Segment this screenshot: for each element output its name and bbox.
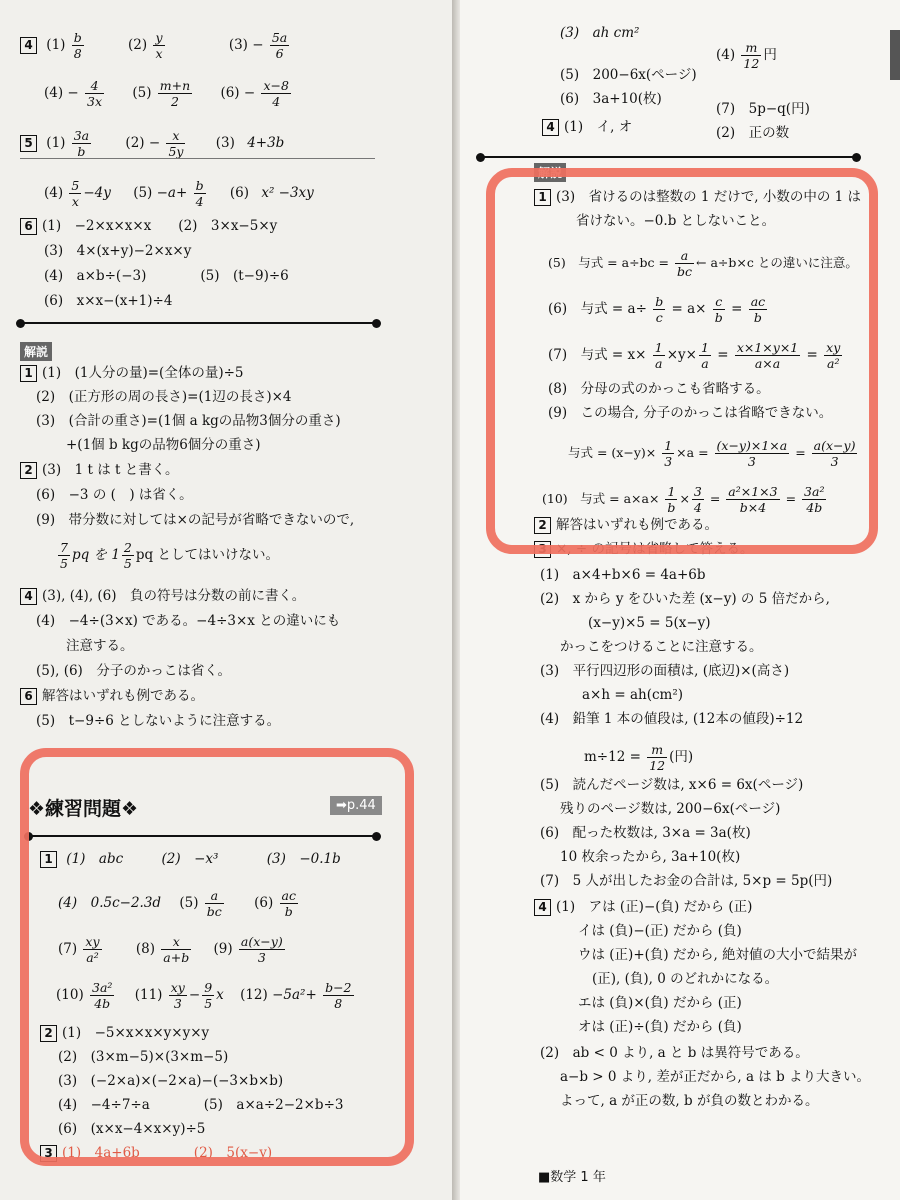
- k4-line4: (5), (6) 分子のかっこは省く。: [36, 663, 232, 679]
- rk4-d1: 4 (1) アは (正)−(負) だから (正): [534, 898, 752, 916]
- k6-line2: (5) t−9÷6 としないように注意する。: [36, 713, 281, 729]
- practice-q2-line1: 2 (1) −5×x×x×y×y×y: [40, 1024, 209, 1042]
- rk3-c2: (2) x から y をひいた差 (x−y) の 5 倍だから,: [540, 591, 830, 607]
- practice-q1-row4: (10) $\frac{\text{3a²}}{4b}$ (11) $\frac{xy}{3}$ − $\frac{9}{5}$ x (12) −5a²+ $\frac{b-2}{8}$: [56, 980, 352, 1011]
- page-footer: ■数学 1 年: [538, 1170, 606, 1185]
- rk2-b1: 2 解答はいずれも例である。: [534, 516, 718, 534]
- rt-line2: (5) 200−6x(ページ): [560, 67, 697, 83]
- rk4-d8: a−b > 0 より, 差が正だから, a は b より大きい。: [560, 1069, 871, 1085]
- q6-line1: 6 (1) −2×x×x×x (2) 3×x−5×y: [20, 217, 277, 235]
- practice-title: ❖練習問題❖: [28, 798, 139, 820]
- rule-dot-right: [852, 153, 861, 162]
- q6-line4: (4) a×b÷(−3) (5) (t−9)÷6: [44, 268, 289, 284]
- kaisetsu-label: 解説: [534, 163, 566, 182]
- highlight-box-practice: [20, 748, 414, 1166]
- practice-q2-line4: (4) −4÷7÷a (5) a×a÷2−2×b÷3: [58, 1097, 344, 1113]
- rk4-d2: イは (負)−(正) だから (負): [578, 923, 742, 939]
- rt-line1: (3) ah cm²: [560, 25, 640, 41]
- rk1-a2: 省けない。−0.b としないこと。: [576, 213, 776, 229]
- rk4-d4: (正), (負), 0 のどれかになる。: [592, 971, 779, 987]
- practice-q3-line1: 3 (1) 4a+6b (2) 5(x−y): [40, 1144, 272, 1162]
- rk1-a9: (10) 与式 = a×a× $\frac{1}{b}$ × $\frac{3}{4}$ = $\frac{\text{a²×1×3}}{b\times 4}$ = $\frac{\text{3a²}}{4b}$: [542, 484, 825, 515]
- rk3-c11: (6) 配った枚数は, 3×a = 3a(枚): [540, 825, 751, 841]
- practice-q1-row3: (7) $\frac{xy}{\text{a²}}$ (8) $\frac{x}{a+b}$ (9) $\frac{a(x-y)}{3}$: [58, 934, 283, 965]
- k4-line3: 注意する。: [66, 638, 134, 654]
- k6-line1: 6 解答はいずれも例である。: [20, 687, 204, 705]
- q5-row1: 5 (1) $\frac{3a}{b}$ (2) − $\frac{x}{5y}$ (3) 4+3b: [20, 128, 284, 159]
- rk4-d6: オは (正)÷(負) だから (負): [578, 1019, 742, 1035]
- rk1-a3: (5) 与式 = a÷bc = $\frac{a}{bc}$ ← a÷b×c との違いに注意。: [548, 248, 858, 279]
- rk1-a1: 1 (3) 省けるのは整数の 1 だけで, 小数の中の 1 は: [534, 188, 861, 206]
- k1-line2: (2) (正方形の周の長さ)=(1辺の長さ)×4: [36, 389, 292, 405]
- rt-line1b: (4) $\frac{m}{12}$ 円: [716, 40, 777, 71]
- rk4-d3: ウは (正)+(負) だから, 絶対値の大小で結果が: [578, 947, 858, 963]
- page-reference: ➡p.44: [330, 796, 382, 815]
- rule-dot-right: [372, 319, 381, 328]
- book-gutter: [452, 0, 460, 1200]
- q4-row1: 4 (1) $\frac{b}{8}$ (2) $\frac{y}{x}$ (3) − $\frac{5a}{6}$: [20, 30, 291, 61]
- rk3-c8: m÷12 = $\frac{m}{12}$ (円): [584, 742, 694, 773]
- practice-q2-line6: (6) (x×x−4×x×y)÷5: [58, 1121, 206, 1137]
- highlight-box-kaisetsu: [486, 168, 878, 554]
- rt-line3: (6) 3a+10(枚): [560, 91, 662, 107]
- practice-q2-line2: (2) (3×m−5)×(3×m−5): [58, 1049, 229, 1065]
- rk3-c0: 3 ×, ÷ の記号は省略して答える。: [534, 540, 754, 558]
- rk4-d5: エは (負)×(負) だから (正): [578, 995, 742, 1011]
- k2-mixed-fraction: $\frac{7}{5}$ pq を 1 $\frac{2}{5}$ pq としてはいけない。: [60, 540, 279, 571]
- rk3-c3: (x−y)×5 = 5(x−y): [588, 615, 711, 631]
- rk1-a5: (7) 与式 = x× $\frac{1}{a}$ ×y× $\frac{1}{a}$ = $\frac{x\times 1\times y\times 1}{a\times a}$ = $\frac{xy}{\text{a²}}$: [548, 340, 841, 371]
- rk3-c7: (4) 鉛筆 1 本の値段は, (12本の値段)÷12: [540, 711, 804, 727]
- rt-line3b: (7) 5p−q(円): [716, 101, 810, 117]
- k2-line1: 2 (3) 1 t は t と書く。: [20, 461, 178, 479]
- section-rule: [480, 156, 856, 158]
- divider: [20, 158, 375, 159]
- practice-q1-row1: 1 (1) abc (2) −x³ (3) −0.1b: [40, 850, 341, 868]
- practice-q2-line3: (3) (−2×a)×(−2×a)−(−3×b×b): [58, 1073, 284, 1089]
- rk1-a6: (8) 分母の式のかっこも省略する。: [548, 381, 770, 397]
- k1-line1: 1 (1) (1人分の量)=(全体の量)÷5: [20, 364, 244, 382]
- q4-row2: (4) − $\frac{4}{3x}$ (5) $\frac{m+n}{2}$ (6) − $\frac{x-8}{4}$: [44, 78, 289, 109]
- rk4-d9: よって, a が正の数, b が負の数とわかる。: [560, 1093, 819, 1109]
- rt-line4b: (2) 正の数: [716, 125, 790, 141]
- q6-line3: (3) 4×(x+y)−2×x×y: [44, 243, 192, 259]
- rk3-c5: (3) 平行四辺形の面積は, (底辺)×(高さ): [540, 663, 790, 679]
- k4-line2: (4) −4÷(3×x) である。−4÷3×x との違いにも: [36, 613, 341, 629]
- rk3-c1: (1) a×4+b×6 = 4a+6b: [540, 567, 706, 583]
- rk3-c10: 残りのページ数は, 200−6x(ページ): [560, 801, 781, 817]
- q6-line6: (6) x×x−(x+1)÷4: [44, 293, 173, 309]
- k2-line3: (9) 帯分数に対しては×の記号が省略できないので,: [36, 512, 355, 528]
- q5-row2: (4) $\frac{5}{x}$ −4y (5) −a+ $\frac{b}{4}$ (6) x² −3xy: [44, 178, 314, 209]
- k1-line3: (3) (合計の重さ)=(1個 a kgの品物3個分の重さ): [36, 413, 341, 429]
- question-number-4: 4: [20, 37, 37, 54]
- rt-line4: 4 (1) イ, オ: [542, 118, 632, 136]
- rk3-c9: (5) 読んだページ数は, x×6 = 6x(ページ): [540, 777, 804, 793]
- question-number-5: 5: [20, 135, 37, 152]
- rk3-c4: かっこをつけることに注意する。: [560, 639, 763, 655]
- edge-tab: [890, 30, 900, 80]
- section-rule: [20, 322, 376, 324]
- rk1-a7: (9) この場合, 分子のかっこは省略できない。: [548, 405, 833, 421]
- rk4-d7: (2) ab < 0 より, a と b は異符号である。: [540, 1045, 809, 1061]
- kaisetsu-label: 解説: [20, 342, 52, 361]
- k1-line4: +(1個 b kgの品物6個分の重さ): [66, 437, 261, 453]
- rk3-c13: (7) 5 人が出したお金の合計は, 5×p = 5p(円): [540, 873, 833, 889]
- rk3-c12: 10 枚余ったから, 3a+10(枚): [560, 849, 741, 865]
- practice-q1-row2: (4) 0.5c−2.3d (5) $\frac{a}{bc}$ (6) $\frac{ac}{b}$: [58, 888, 296, 919]
- k4-line1: 4 (3), (4), (6) 負の符号は分数の前に書く。: [20, 587, 305, 605]
- right-page: [460, 0, 900, 1200]
- rk1-a4: (6) 与式 = a÷ $\frac{b}{c}$ = a× $\frac{c}{b}$ = $\frac{ac}{b}$: [548, 294, 766, 325]
- rk3-c6: a×h = ah(cm²): [582, 687, 683, 703]
- question-number-6: 6: [20, 218, 37, 235]
- rk1-a8: 与式 = (x−y)× $\frac{1}{3}$ ×a = $\frac{(x-y)\times 1\times a}{3}$ = $\frac{a(x-y)}{3}$: [568, 438, 856, 469]
- k2-line2: (6) −3 の ( ) は省く。: [36, 487, 193, 503]
